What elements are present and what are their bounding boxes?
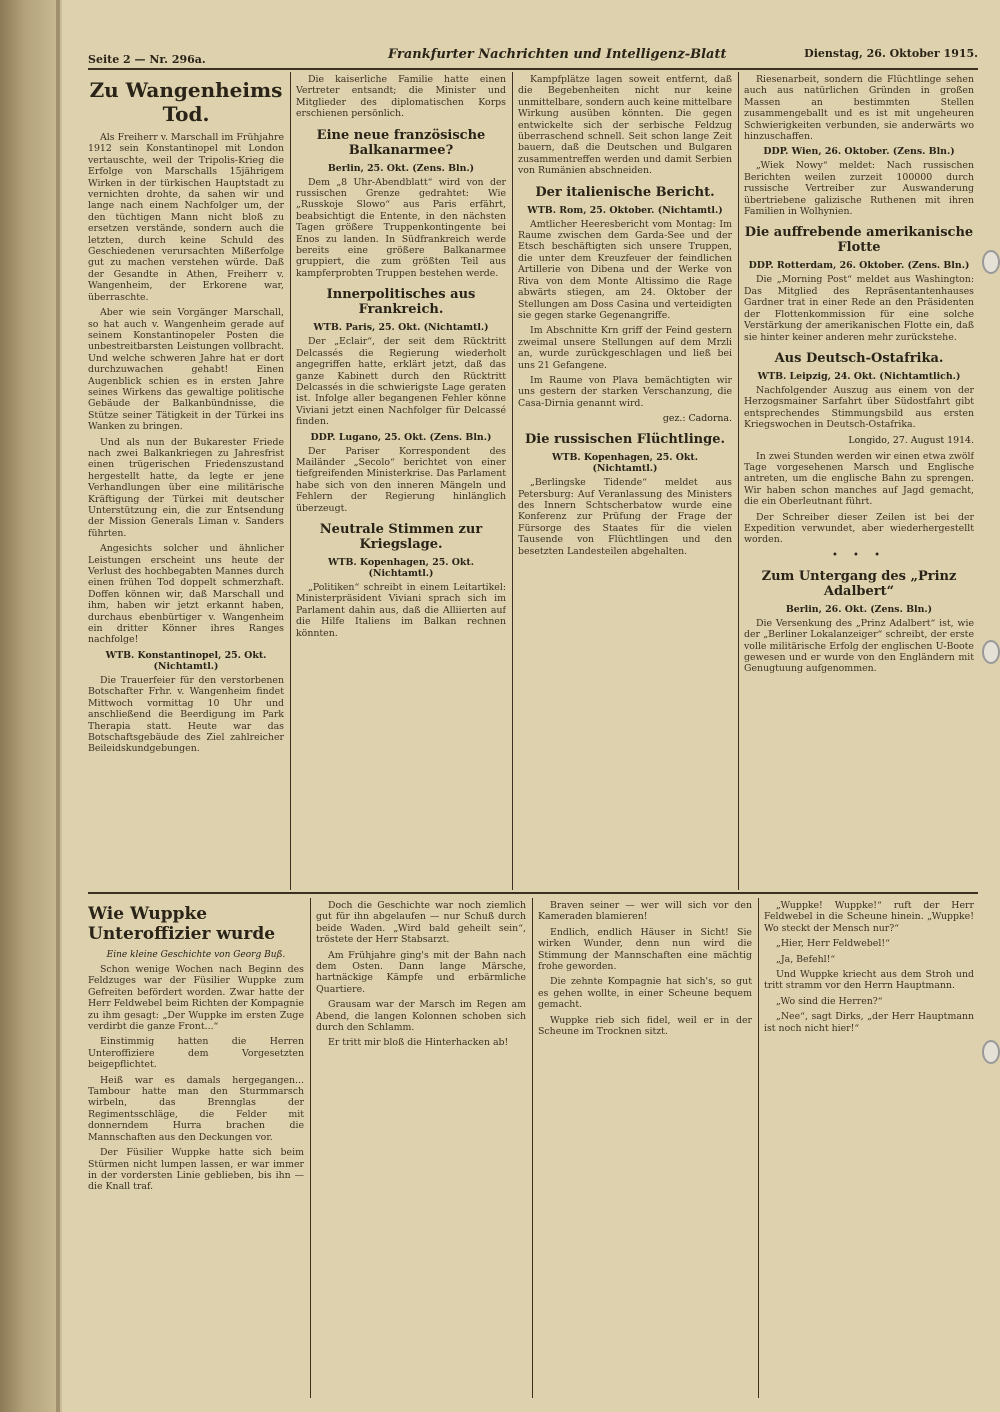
binding-ring-icon: [982, 250, 1000, 274]
page-header: [88, 47, 978, 67]
dateline: Berlin, 25. Okt. (Zens. Bln.): [327, 162, 475, 174]
paragraph: Die Versenkung des „Prinz Adalbert“ ist, wie der „Berliner Lokalanzeiger“ schreibt, der erste volle militärische Erfolg der englischen U-Boote gewesen und er wurde von den Engländern mit Genugtuung aufgenommen.: [744, 617, 974, 675]
lower-divider-3: [758, 898, 759, 1398]
paragraph: Im Abschnitte Krn griff der Feind gestern zweimal unsere Stellungen auf dem Mrzli an, wurde zurückgeschlagen und ließ bei uns 21 Gefangene.: [518, 325, 732, 371]
story-title: Wie Wuppke Unteroffizier wurde: [88, 904, 276, 944]
paragraph: „Ja, Befehl!“: [776, 953, 836, 965]
article-title-prinz-adalbert: Zum Untergang des „Prinz Adalbert“: [761, 568, 957, 599]
column-divider-2: [512, 72, 513, 890]
article-title-east-africa: Aus Deutsch-Ostafrika.: [774, 350, 944, 366]
paragraph: Die kaiserliche Familie hatte einen Vertreter entsandt; die Minister und Mitglieder des diplomatischen Korps erschienen persönlich.: [296, 74, 506, 120]
dateline: DDP. Wien, 26. Oktober. (Zens. Bln.): [763, 146, 955, 158]
paragraph: Der Schreiber dieser Zeilen ist bei der Expedition verwundet, aber wiederhergestellt worden.: [744, 511, 974, 546]
book-spine: [0, 0, 62, 1412]
place-date: Longido, 27. August 1914.: [848, 434, 974, 446]
feuilleton-column-2: [316, 900, 526, 1398]
paragraph: Endlich, endlich Häuser in Sicht! Sie wirken Wunder, denn nun wird die Stimmung der Mannschaften eine mächtig frohe geworden.: [538, 926, 752, 973]
paragraph: Der Füsilier Wuppke hatte sich beim Stürmen nicht lumpen lassen, er war immer in der vordersten Linie geblieben, bis ihn — die Knall traf.: [88, 1147, 304, 1193]
spine-edge: [56, 0, 60, 1412]
article-title-balkan-army: Eine neue französische Balkanarmee?: [316, 127, 486, 158]
paragraph: Kampfplätze lagen soweit entfernt, daß die Begebenheiten nicht nur keine unmittelbare, sondern auch keine mittelbare Wirkung ausüben könnten. Die gegen entwickelte sich der serbische Feldzug überraschend schnell. Seit schon lange Zeit bauern, daß die Deutschen und Bulgaren zusammentreffen werden und damit Serbien von Rumänien abschneiden.: [518, 74, 732, 177]
paragraph: „Wo sind die Herren?“: [776, 995, 883, 1007]
article-title-italian-report: Der italienische Bericht.: [535, 184, 715, 200]
dateline: WTB. Leipzig, 24. Okt. (Nichtamtlich.): [757, 370, 961, 382]
separator-dots: • • •: [831, 549, 887, 561]
paragraph: In zwei Stunden werden wir einen etwa zwölf Tage vorgesehenen Marsch und Englische antreten, um die englische Bahn zu sprengen. Wir haben schon manches auf Jagd gemacht, die ein Oberleutnant führt.: [744, 450, 974, 508]
dateline: WTB. Konstantinopel, 25. Okt. (Nichtamtl.): [105, 649, 267, 672]
paragraph: Im Raume von Plava bemächtigten wir uns gestern der starken Verschanzung, die Casa-Dirnia genannt wird.: [518, 374, 732, 409]
page-number: Seite 2 — Nr. 296a.: [88, 53, 206, 66]
column-1: [88, 74, 284, 886]
column-divider-3: [738, 72, 739, 890]
paragraph: Heiß war es damals hergegangen... Tambour hatte man den Sturmmarsch wirbeln, das Brennglas der Regimentsschläge, die Felder mit donnerndem Hurra brachen die Mannschaften aus den Deckungen vor.: [88, 1074, 304, 1143]
paragraph: Der Pariser Korrespondent des Mailänder „Secolo“ berichtet von einer tiefgreifenden Ministerkrise. Das Parlament habe sich von den inneren Mängeln und Fehlern der Regierung hinlänglich überzeugt.: [296, 445, 506, 514]
paragraph: Amtlicher Heeresbericht vom Montag: Im Raume zwischen dem Garda-See und der Etsch beschäftigten sich unsere Truppen, die unter dem Kreuzfeuer der feindlichen Artillerie von Dibena und der Werke von Riva von dem Monte Altissimo die Rage abwärts stiegen, am 24. Oktober der Stellungen am Doss Casina und verteidigten sie gegen starke Gegenangriffe.: [518, 218, 732, 321]
article-title-wangenheim: Zu Wangenheims Tod.: [89, 78, 283, 126]
paragraph: Die Trauerfeier für den verstorbenen Botschafter Frhr. v. Wangenheim findet Mittwoch vormittag 10 Uhr und anschließend die Beerdigung im Park Therapia statt. Heute war das Botschaftsgebäude des Ziel zahlreicher Beileidskundgebungen.: [88, 674, 284, 755]
article-title-american-fleet: Die auffrebende amerikanische Flotte: [744, 225, 974, 256]
paragraph: Aber wie sein Vorgänger Marschall, so hat auch v. Wangenheim gerade auf seinem Konstantinopeler Posten die unbestreitbarsten Leistungen vollbracht. Und welche schweren Jahre hat er dort durchzuwachen gehabt! Einen Augenblick schien es in ersten Jahre seines Wirkens das gewaltige politische Gebäude der Balkanbündnisse, die Stütze seiner Tätigkeit in der Türkei ins Wanken zu bringen.: [88, 307, 284, 433]
paragraph: Und Wuppke kriecht aus dem Stroh und tritt stramm vor den Herrn Hauptmann.: [764, 969, 974, 992]
paragraph: Riesenarbeit, sondern die Flüchtlinge sehen auch aus natürlichen Gründen in großen Massen an bestimmten Stellen zusammengeballt und es ist mit ungeheuren Schwierigkeiten verbunden, sie anderwärts wo hinzuschaffen.: [744, 74, 974, 143]
paragraph: „Hier, Herr Feldwebel!“: [776, 938, 890, 950]
paragraph: „Wuppke! Wuppke!“ ruft der Herr Feldwebel in die Scheune hinein. „Wuppke! Wo steckt der Mensch nur?“: [764, 900, 974, 934]
feuilleton-column-1: [88, 900, 304, 1398]
dateline: Berlin, 26. Okt. (Zens. Bln.): [785, 603, 933, 615]
paragraph: Die zehnte Kompagnie hat sich's, so gut es gehen wollte, in einer Scheune bequem gemacht.: [538, 976, 752, 1011]
dateline: WTB. Rom, 25. Oktober. (Nichtamtl.): [527, 204, 723, 216]
paragraph: Schon wenige Wochen nach Beginn des Feldzuges war der Füsilier Wuppke zum Gefreiten befördert worden. Zwar hatte der Herr Feldwebel beim Richten der Kompagnie zu ihm gesagt: „Der Wuppke im ersten Zuge verdirbt die ganze Front...“: [88, 964, 304, 1033]
article-title-russian-refugees: Die russischen Flüchtlinge.: [524, 432, 726, 448]
article-title-neutral-voices: Neutrale Stimmen zur Kriegslage.: [319, 521, 483, 552]
feuilleton-column-4: [764, 900, 974, 1398]
feuilleton-column-3: [538, 900, 752, 1398]
column-2: [296, 74, 506, 886]
feuilleton-rule: [88, 892, 978, 894]
binding-ring-icon: [982, 1040, 1000, 1064]
paragraph: „Berlingske Tidende“ meldet aus Petersburg: Auf Veranlassung des Ministers des Innern Schtscherbatow wurde eine Konferenz zur Prüfung der Frage der Fürsorge des Staates für die vielen Tausende von Flüchtlingen und den besetzten Landesteilen abgehalten.: [518, 477, 732, 557]
paragraph: „Wiek Nowy“ meldet: Nach russischen Berichten weilen zurzeit 100000 durch russische Vertreiber zur Auswanderung übertriebene galizische Ruthenen mit ihren Familien in Wolhynien.: [744, 160, 974, 218]
paragraph: Der „Eclair“, der seit dem Rücktritt Delcassés die Regierung wiederholt angegriffen hatte, erklärt jetzt, daß das ganze Kabinett durch den Rücktritt Delcassés in die schwierigste Lage geraten ist. Infolge aller begangenen Fehler könne Viviani jetzt einen Nachfolger für Delcassé finden.: [296, 336, 506, 428]
paragraph: Am Frühjahre ging's mit der Bahn nach dem Osten. Dann lange Märsche, hartnäckige Kämpfe und erbärmliche Quartiere.: [316, 949, 526, 995]
dateline: WTB. Kopenhagen, 25. Okt. (Nichtamtl.): [551, 452, 699, 475]
paragraph: Braven seiner — wer will sich vor den Kameraden blamieren!: [538, 900, 752, 923]
dateline: WTB. Kopenhagen, 25. Okt. (Nichtamtl.): [327, 556, 475, 579]
column-4: [744, 74, 974, 886]
paragraph: Er tritt mir bloß die Hinterhacken ab!: [328, 1037, 509, 1049]
column-divider-1: [290, 72, 291, 890]
dateline: DDP. Lugano, 25. Okt. (Zens. Bln.): [310, 431, 492, 443]
binding-ring-icon: [982, 640, 1000, 664]
newspaper-title: Frankfurter Nachrichten und Intelligenz-Blatt: [388, 47, 727, 62]
paragraph: „Politiken“ schreibt in einem Leitartikel: Ministerpräsident Viviani sprach sich im Parlament dahin aus, daß die Alliierten auf die Hilfe Italiens im Balkan rechnen könnten.: [296, 581, 506, 639]
paragraph: Dem „8 Uhr-Abendblatt“ wird von der russischen Grenze gedrahtet: Wie „Russkoje Slowo“ aus Paris erfährt, beabsichtigt die Entente, in den nächsten Tagen größere Truppenkontingente bei Enos zu landen. In Südfrankreich werde bereits eine größere Balkanarmee gruppiert, die zum größten Teil aus kampferprobten Truppen bestehen werde.: [296, 176, 506, 279]
article-title-france: Innerpolitisches aus Frankreich.: [326, 287, 476, 318]
paragraph: Grausam war der Marsch im Regen am Abend, die langen Kolonnen schoben sich durch den Schlamm.: [316, 999, 526, 1034]
dateline: DDP. Rotterdam, 26. Oktober. (Zens. Bln.): [748, 260, 970, 272]
lower-divider-1: [310, 898, 311, 1398]
paragraph: Wuppke rieb sich fidel, weil er in der Scheune im Trocknen sitzt.: [538, 1014, 752, 1038]
paragraph: Und als nun der Bukarester Friede nach zwei Balkankriegen zu Jahresfrist einen trügerischen Friedenszustand hergestellt hatte, da legte er jene Verhandlungen über eine militärische Kräftigung der Türkei mit deutscher Unterstützung ein, die zur Entsendung der Mission Generals Liman v. Sanders führten.: [88, 436, 284, 539]
paragraph: Angesichts solcher und ähnlicher Leistungen erscheint uns heute der Verlust des hochbegabten Mannes durch einen frühen Tod doppelt schmerzhaft. Doffen können wir, daß Marschall und ihm, haben wir jetzt erkannt haben, durchaus ebenbürtiger v. Wangenheim ein dritter Könner ihres Ranges nachfolge!: [88, 543, 284, 646]
dateline: WTB. Paris, 25. Okt. (Nichtamtl.): [313, 322, 489, 334]
issue-date: Dienstag, 26. Oktober 1915.: [804, 47, 978, 60]
paragraph: Die „Morning Post“ meldet aus Washington: Das Mitglied des Repräsentantenhauses Gardner trat in einer Rede an den Präsidenten der Flottenkommission für eine solche Verstärkung der amerikanischen Flotte ein, daß sie hinter keiner anderen mehr zurückstehe.: [744, 274, 974, 343]
lower-divider-2: [532, 898, 533, 1398]
header-rule: [88, 68, 978, 70]
paragraph: Doch die Geschichte war noch ziemlich gut für ihn abgelaufen — nur Schuß durch beide Waden. „Wird bald geheilt sein“, tröstete der Herr Stabsarzt.: [316, 900, 526, 946]
paragraph: Nachfolgender Auszug aus einem von der Herzogsmainer Sarfahrt über Südostfahrt gibt entsprechendes Stimmungsbild aus ersten Kriegswochen in Deutsch-Ostafrika.: [744, 384, 974, 431]
paragraph: „Nee“, sagt Dirks, „der Herr Hauptmann ist noch nicht hier!“: [764, 1011, 974, 1034]
paragraph: Als Freiherr v. Marschall im Frühjahre 1912 sein Konstantinopel mit London vertauschte, weil der Tripolis-Krieg die Erfolge von Marschalls 15jährigem Wirken in der türkischen Hauptstadt zu vernichten drohte, da sahen wir und lange nach einem Nachfolger um, der den tüchtigen Mann nicht bloß zu ersetzen verstände, sondern auch die letzten, durch keine Schuld des Geschiedenen verursachten Mißerfolge gut zu machen verstehen würde. Daß der Gesandte in Athen, Freiherr v. Wangenheim, der Erkorene war, überraschte.: [88, 132, 284, 303]
signature: gez.: Cadorna.: [662, 413, 732, 425]
paragraph: Einstimmig hatten die Herren Unteroffiziere dem Vorgesetzten beigepflichtet.: [88, 1036, 304, 1071]
story-subtitle: Eine kleine Geschichte von Georg Buß.: [106, 950, 286, 960]
column-3: [518, 74, 732, 886]
